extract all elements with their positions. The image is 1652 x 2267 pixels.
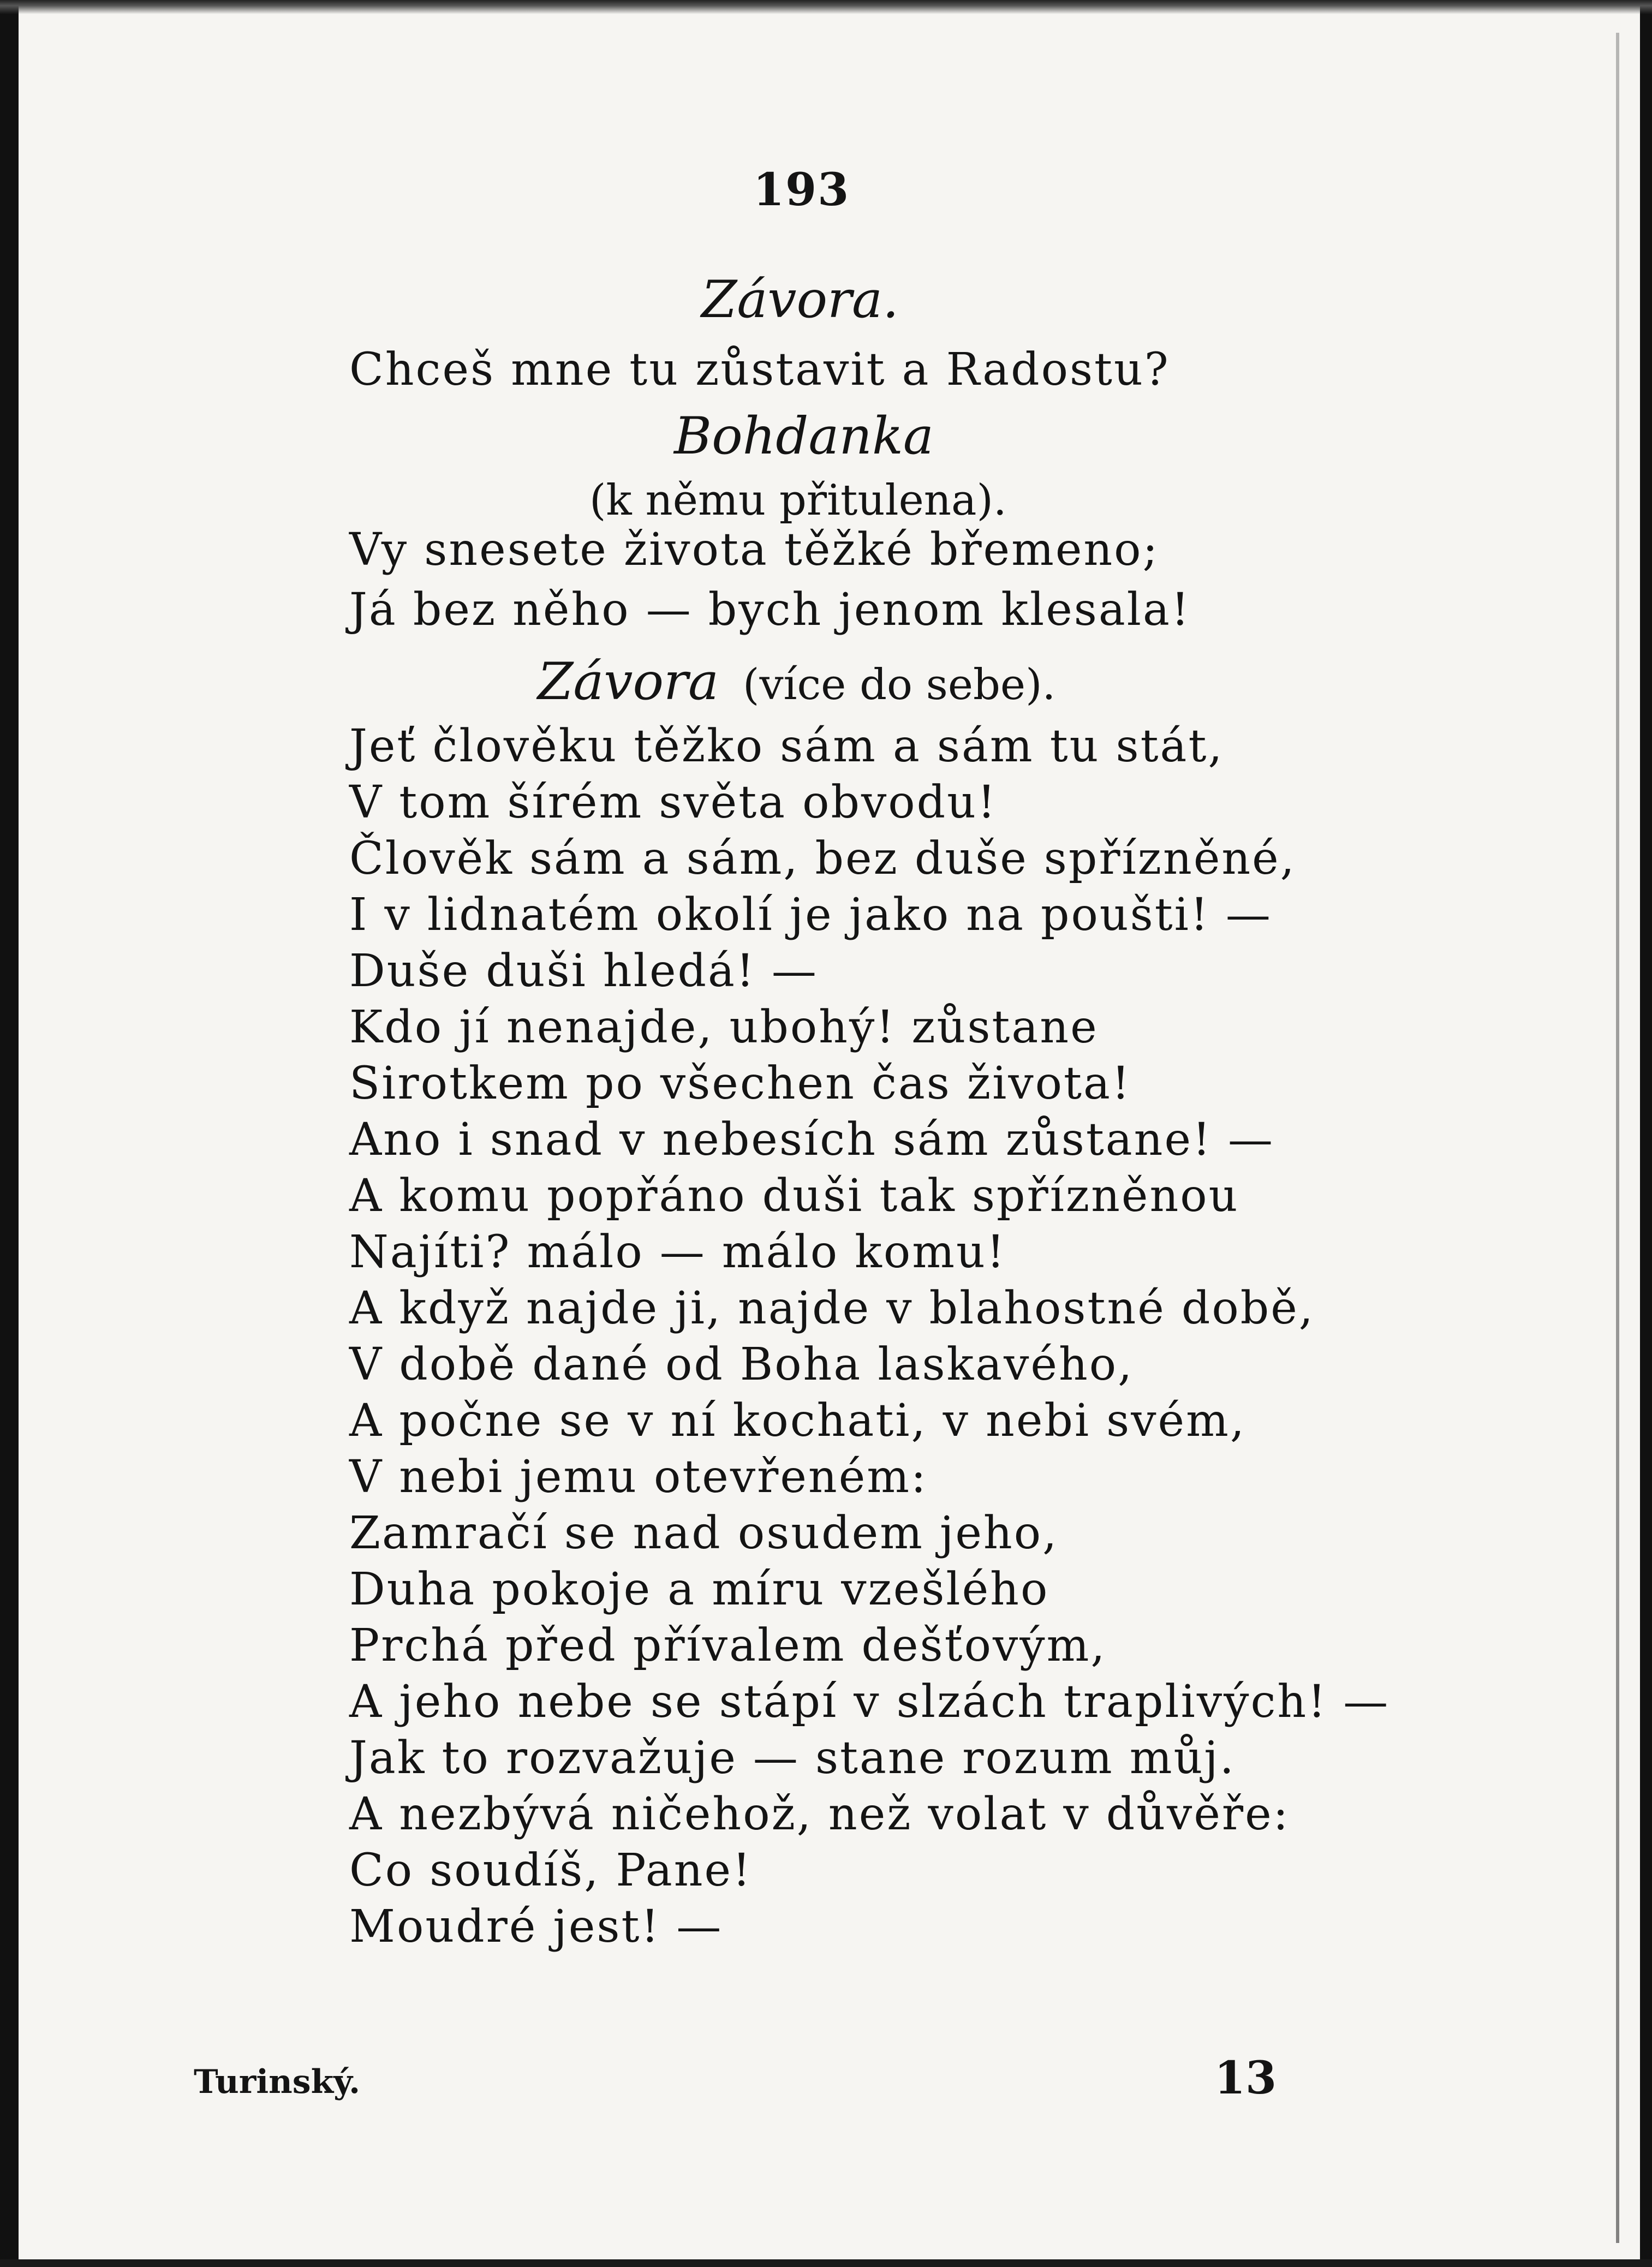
speaker-zavora-2: Závora [538,652,719,712]
verse-line: A jeho nebe se stápí v slzách traplivých! — [349,1676,1390,1728]
verse-line: I v lidnatém okolí je jako na poušti! — [349,889,1272,941]
scan-edge-bottom [0,2259,1652,2267]
scan-edge-left [0,0,19,2267]
verse-line: Já bez něho — bych jenom klesala! [349,584,1191,636]
stage-direction: (k němu přitulena). [589,476,1007,525]
verse-line: V nebi jemu otevřeném: [349,1451,928,1503]
verse-line: Jeť člověku těžko sám a sám tu stát, [349,720,1224,772]
speaker-zavora-1: Závora. [701,270,899,330]
verse-line: Ano i snad v nebesích sám zůstane! — [349,1114,1275,1166]
verse-line: Člověk sám a sám, bez duše spřízněné, [349,833,1296,885]
speaker-bohdanka: Bohdanka [674,407,934,466]
speaker-zavora-2-line [538,652,1055,712]
sheet-number: 13 [1214,2052,1277,2104]
verse-line: V tom šírém světa obvodu! [349,777,997,828]
verse-line: Kdo jí nenajde, ubohý! zůstane [349,1001,1099,1053]
verse-line: A počne se v ní kochati, v nebi svém, [349,1395,1246,1447]
stage-direction: (více do sebe). [743,660,1056,709]
verse-line: A nezbývá ničehož, než volat v důvěře: [349,1788,1290,1840]
verse-line: Jak to rozvažuje — stane rozum můj. [349,1732,1236,1784]
verse-line: Chceš mne tu zůstavit a Radostu? [349,344,1170,396]
page-margin-shadow [1616,33,1619,2243]
verse-line: Najíti? málo — málo komu! [349,1226,1006,1278]
verse-line: Duha pokoje a míru vzešlého [349,1564,1049,1615]
scan-edge-top [0,0,1652,14]
verse-line: Sirotkem po všechen čas života! [349,1058,1131,1109]
verse-line: Moudré jest! — [349,1901,723,1953]
printer-signature: Turinský. [194,2063,361,2101]
verse-line: Zamračí se nad osudem jeho, [349,1507,1059,1559]
verse-line: V době dané od Boha laskavého, [349,1339,1134,1391]
verse-line: A když najde ji, najde v blahostné době, [349,1282,1315,1334]
scan-edge-right [1640,0,1652,2267]
verse-line: A komu popřáno duši tak spřízněnou [349,1170,1239,1222]
verse-line: Co soudíš, Pane! [349,1845,753,1896]
verse-line: Prchá před přívalem dešťovým, [349,1620,1107,1672]
page-number: 193 [753,164,850,216]
verse-line: Duše duši hledá! — [349,945,818,997]
verse-line: Vy snesete života těžké břemeno; [349,524,1160,576]
